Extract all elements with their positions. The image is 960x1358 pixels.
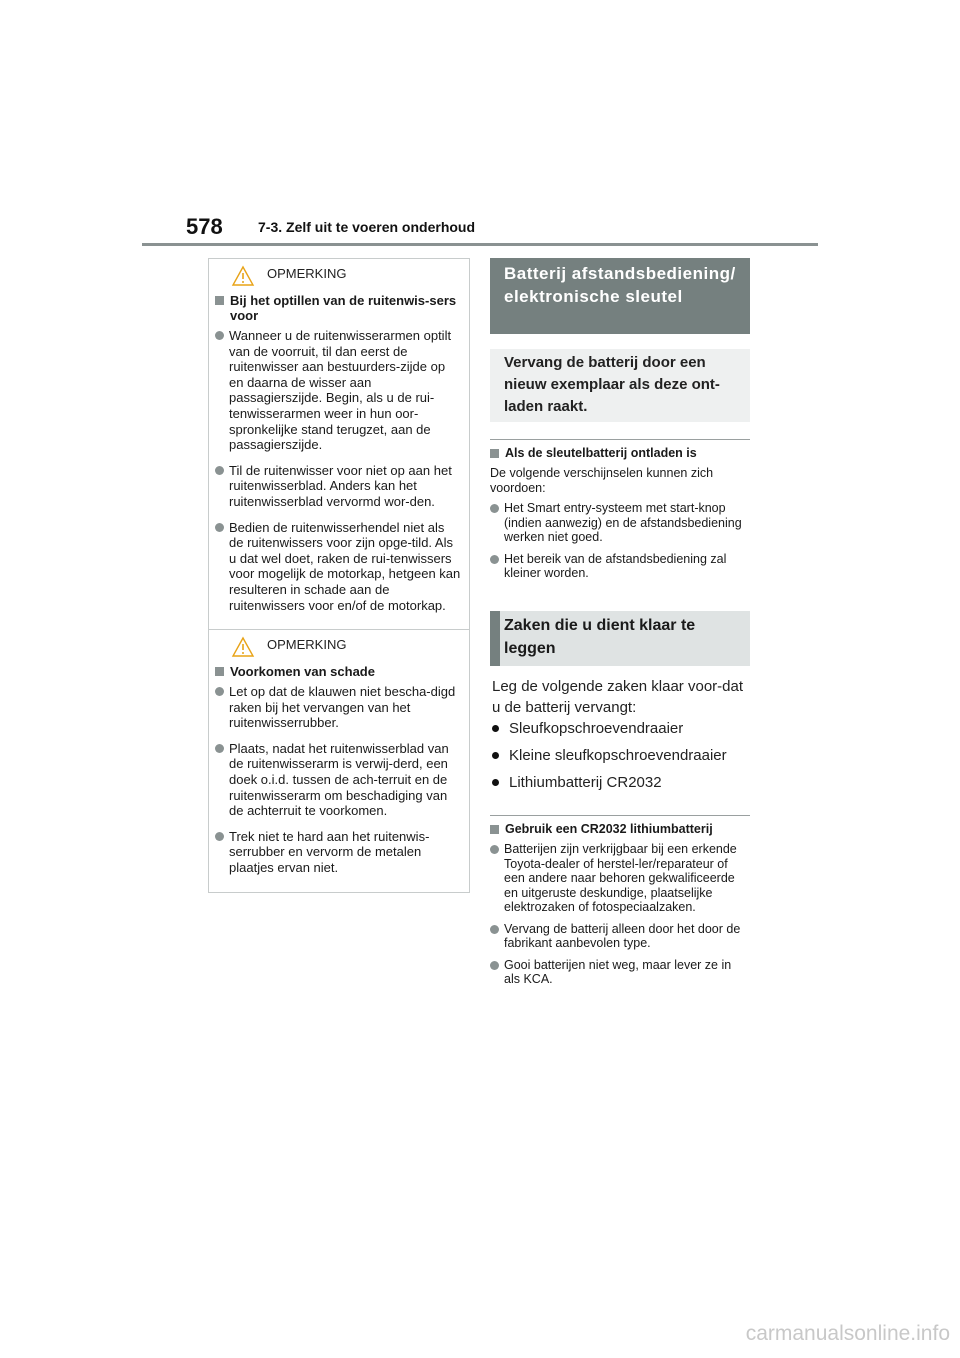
notice-heading [215, 664, 461, 679]
list-item [490, 552, 750, 581]
intro-box: Vervang de batterij door een nieuw exemplaar als deze ont-laden raakt. [490, 349, 750, 422]
bullet-dot-icon [490, 925, 499, 934]
bullet-dot-icon [215, 687, 224, 696]
notice-heading-text: Bij het optillen van de ruitenwis-sers voor [230, 293, 457, 323]
list-item [492, 774, 662, 791]
bullet-dot-icon [490, 504, 499, 513]
list-item [490, 922, 750, 951]
notice-heading [215, 293, 461, 323]
list-item [215, 328, 461, 453]
subsection-banner: Zaken die u dient klaar te leggen [490, 611, 750, 666]
subsection-heading [490, 822, 750, 837]
square-bullet-icon [215, 667, 224, 676]
bullet-dot-icon [215, 744, 224, 753]
list-item [215, 463, 461, 510]
list-item-text: Kleine sleufkopschroevendraaier [509, 747, 727, 764]
subsection-heading [490, 446, 750, 461]
list-item [215, 684, 461, 731]
subsection-heading-text: Gebruik een CR2032 lithiumbatterij [505, 822, 713, 836]
list-item [492, 720, 683, 737]
list-item [215, 741, 461, 819]
bullet-dot-icon [215, 331, 224, 340]
list-item [490, 842, 750, 915]
notice-label: OPMERKING [267, 266, 347, 281]
low-battery-section [490, 439, 750, 588]
subsection-heading-text: Als de sleutelbatterij ontladen is [505, 446, 697, 460]
list-item-text: Trek niet te hard aan het ruitenwis-serrubber en vervorm de metalen plaatjes ervan niet. [229, 828, 430, 876]
list-item-text: Sleufkopschroevendraaier [509, 720, 684, 737]
list-item-text: Lithiumbatterij CR2032 [509, 774, 662, 791]
list-item [492, 747, 727, 764]
bullet-dot-icon [215, 832, 224, 841]
list-item-text: Het Smart entry-systeem met start-knop (indien aanwezig) en de afstandsbediening werken niet goed. [504, 501, 742, 544]
list-item-text: Vervang de batterij alleen door het door de fabrikant aanbevolen type. [504, 921, 741, 950]
notice-box-1 [209, 259, 469, 629]
square-bullet-icon [490, 449, 499, 458]
section-title: 7-3. Zelf uit te voeren onderhoud [258, 219, 476, 235]
bullet-dot-icon [492, 752, 499, 759]
bullet-dot-icon [490, 961, 499, 970]
bullet-dot-icon [492, 725, 499, 732]
list-item-text: Het bereik van de afstandsbediening zal kleiner worden. [504, 551, 727, 580]
list-item-text: Wanneer u de ruitenwisserarmen optilt van de voorruit, til dan eerst de ruitenwisser aan bestuurders-zijde op en daarna de wisser aan passagierszijde. Begin, als u de rui-tenwisserarmen weer in hun oor-spronkelijke stand terugzet, aan de passagierszijde. [229, 328, 452, 453]
section-banner: Batterij afstandsbediening/ elektronische sleutel [490, 258, 750, 334]
bullet-dot-icon [215, 466, 224, 475]
square-bullet-icon [215, 296, 224, 305]
list-item [490, 501, 750, 545]
warning-triangle-icon [231, 636, 255, 658]
bullet-dot-icon [215, 523, 224, 532]
list-item-text: Bedien de ruitenwisserhendel niet als de ruitenwissers voor zijn opge-tild. Als u dat wel doet, raken de rui-tenwissers voor mogelijk de motorkap, hetgeen kan resulteren in schade aan de ruitenwissers voor en/of de motorkap. [229, 519, 461, 613]
notice-column [208, 258, 470, 893]
list-item-text: Plaats, nadat het ruitenwisserblad van de ruitenwisserarm is verwij-derd, een doek o.i.d. tussen de ach-terruit en de ruitenwisserarm om beschadiging van de achterruit te voorkomen. [229, 740, 449, 819]
page-header [0, 0, 960, 250]
header-rule [142, 243, 818, 246]
bullet-dot-icon [490, 845, 499, 854]
list-item-text: Gooi batterijen niet weg, maar lever ze in als KCA. [504, 957, 732, 986]
paragraph: De volgende verschijnselen kunnen zich voordoen: [490, 466, 714, 495]
bullet-dot-icon [492, 779, 499, 786]
bullet-dot-icon [490, 555, 499, 564]
list-item-text: Til de ruitenwisser voor niet op aan het ruitenwisserblad. Anders kan het ruitenwisserblad vervormd wor-den. [229, 462, 452, 509]
warning-triangle-icon [231, 265, 255, 287]
notice-header [215, 630, 461, 662]
square-bullet-icon [490, 825, 499, 834]
list-item-text: Batterijen zijn verkrijgbaar bij een erkende Toyota-dealer of herstel-ler/reparateur of een andere naar behoren gekwalificeerde en uitgeruste deskundige, plaatselijke elektrozaken of fotospeciaalzaken. [504, 842, 737, 914]
notice-box-2 [209, 629, 469, 892]
notice-heading-text: Voorkomen van schade [230, 664, 375, 680]
paragraph: Leg de volgende zaken klaar voor-dat u de batterij vervangt: [492, 678, 744, 716]
notice-header [215, 259, 461, 291]
list-item [215, 520, 461, 614]
list-item [215, 829, 461, 876]
cr2032-section [490, 815, 750, 994]
list-item-text: Let op dat de klauwen niet bescha-digd raken bij het vervangen van het ruitenwisserrubber. [229, 684, 456, 731]
watermark: carmanualsonline.info [745, 1322, 950, 1345]
notice-label: OPMERKING [267, 637, 347, 653]
list-item [490, 958, 750, 987]
page-number: 578 [186, 214, 223, 239]
